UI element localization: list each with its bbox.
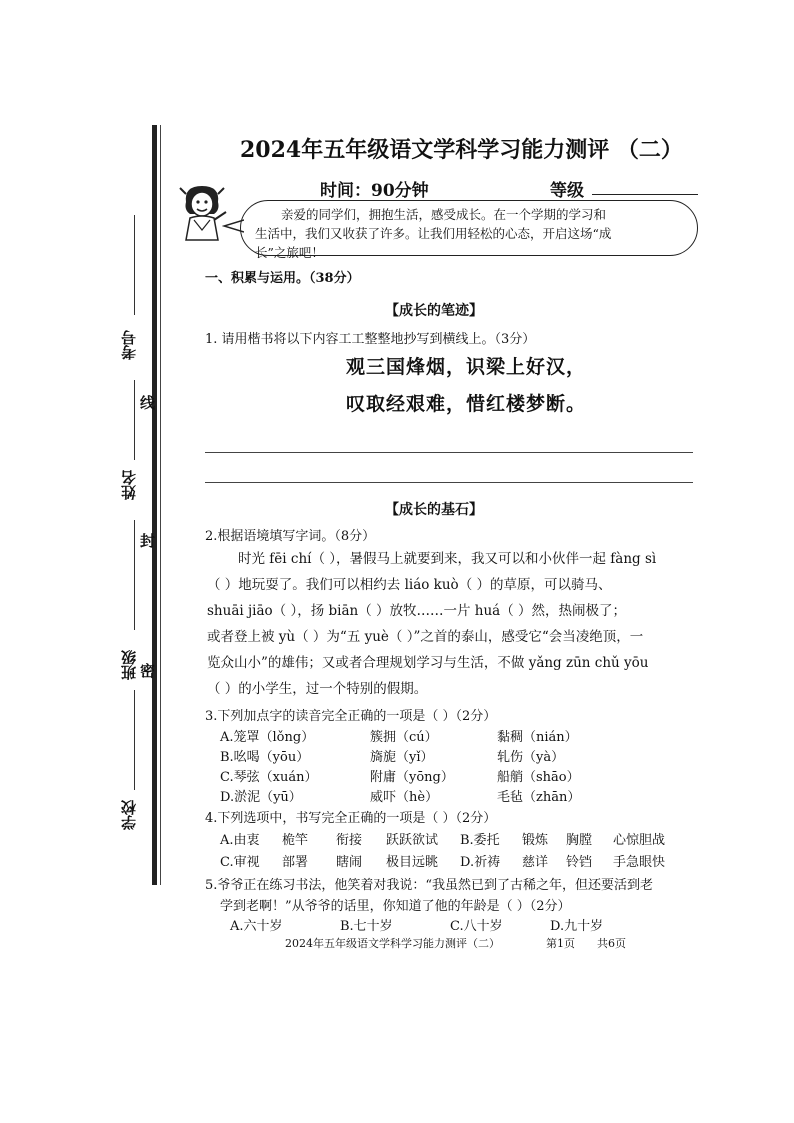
q4-c-4: 极目远眺	[386, 855, 439, 870]
grade-label: 等级	[550, 181, 584, 201]
q4-a-1: A.由衷	[220, 833, 260, 848]
q4-b-4: 心惊胆战	[613, 833, 666, 848]
q3-option-a-1: A.笼罩（lǒng）	[220, 730, 315, 745]
q4-d-3: 铃铛	[566, 855, 593, 870]
seal-char-seal: 封	[140, 532, 156, 550]
q4-a-4: 跃跃欲试	[386, 833, 439, 848]
q5-option-b: B.七十岁	[340, 919, 393, 934]
grade-input-line[interactable]	[592, 194, 698, 195]
question-5-line-2: 学到老啊！”从爷爷的话里，你知道了他的年龄是（ ）（2分）	[220, 899, 571, 914]
q5-option-a: A.六十岁	[230, 919, 283, 934]
footer-exam-name: 2024年五年级语文学科学习能力测评（二）	[285, 937, 500, 950]
question-3: 3.下列加点字的读音完全正确的一项是（ ）（2分）	[205, 709, 497, 724]
q3-option-a-3: 黏稠（nián）	[497, 730, 578, 745]
q4-b-3: 胸膛	[566, 833, 593, 848]
question-2-title: 2.根据语境填写字词。（8分）	[205, 529, 376, 544]
q3-option-a-2: 簇拥（cú）	[370, 730, 438, 745]
q4-c-1: C.审视	[220, 855, 260, 870]
seal-char-secret: 密	[140, 662, 156, 680]
exam-number-label: 考号	[120, 330, 138, 360]
q5-option-c: C.八十岁	[450, 919, 503, 934]
q2-line-4: 或者登上被 yù（ ）为“五 yuè（ ）”之首的泰山，感受它“会当凌绝顶，一	[207, 629, 644, 645]
school-label: 学校	[120, 800, 138, 830]
binding-bar-thick	[152, 125, 157, 885]
subsection-foundation: 【成长的基石】	[385, 502, 483, 518]
q2-line-1: 时光 fēi chí（ ），暑假马上就要到来，我又可以和小伙伴一起 fàng sì	[238, 551, 657, 567]
class-label: 班级	[120, 650, 138, 680]
poem-line-2: 叹取经艰难，惜红楼梦断。	[346, 393, 587, 415]
q4-a-3: 衔接	[336, 833, 363, 848]
footer-page-number: 第1页	[546, 937, 575, 950]
q3-option-d-1: D.淤泥（yū）	[220, 790, 302, 805]
q3-option-d-3: 毛毡（zhān）	[497, 790, 581, 805]
q5-option-d: D.九十岁	[550, 919, 604, 934]
q4-d-1: D.祈祷	[460, 855, 501, 870]
q4-b-2: 锻炼	[522, 833, 549, 848]
q2-line-2: （ ）地玩耍了。我们可以相约去 liáo kuò（ ）的草原，可以骑马、	[207, 577, 612, 593]
q4-d-4: 手急眼快	[613, 855, 666, 870]
subsection-handwriting: 【成长的笔迹】	[385, 303, 483, 319]
q3-option-c-3: 船艄（shāo）	[497, 770, 580, 785]
greeting-line-3: 长”之旅吧！	[255, 245, 324, 260]
name-label: 姓名	[120, 470, 138, 500]
q3-option-b-1: B.吆喝（yōu）	[220, 750, 310, 765]
q4-c-2: 部署	[282, 855, 309, 870]
exam-number-line	[134, 215, 135, 315]
question-4: 4.下列选项中，书写完全正确的一项是（ ）（2分）	[205, 811, 497, 826]
q3-option-d-2: 威吓（hè）	[370, 790, 439, 805]
name-line	[134, 380, 135, 460]
q4-c-3: 瞎闹	[336, 855, 363, 870]
q4-b-1: B.委托	[460, 833, 500, 848]
q3-option-c-2: 附庸（yōng）	[370, 770, 454, 785]
q3-option-c-1: C.琴弦（xuán）	[220, 770, 318, 785]
exam-time: 时间：90分钟	[320, 181, 429, 201]
greeting-bubble	[240, 200, 698, 260]
copy-line-1[interactable]	[205, 452, 693, 453]
q4-a-2: 桅竿	[282, 833, 309, 848]
footer-total-pages: 共6页	[597, 937, 626, 950]
q3-option-b-2: 旖旎（yǐ）	[370, 750, 434, 765]
q2-line-3: shuāi jiāo（ ），扬 biān（ ）放牧……一片 huá（ ）然，热闹极了；	[207, 603, 627, 619]
greeting-line-2: 生活中，我们又收获了许多。让我们用轻松的心态，开启这场“成	[255, 226, 612, 241]
page-title: 2024年五年级语文学科学习能力测评 （二）	[240, 137, 683, 163]
seal-char-line: 线	[140, 394, 156, 412]
question-5-line-1: 5.爷爷正在练习书法，他笑着对我说：“我虽然已到了古稀之年，但还要活到老	[205, 878, 654, 893]
question-1: 1. 请用楷书将以下内容工工整整地抄写到横线上。（3分）	[205, 332, 536, 347]
class-line	[134, 520, 135, 630]
binding-bar-thin	[160, 125, 161, 885]
section-heading: 一、积累与运用。（38分）	[205, 271, 360, 286]
school-line	[134, 690, 135, 790]
q4-d-2: 慈详	[522, 855, 549, 870]
q2-line-5: 览众山小”的雄伟；又或者合理规划学习与生活，不做 yǎng zūn chǔ yōu	[207, 655, 649, 671]
poem-line-1: 观三国烽烟，识梁上好汉，	[346, 356, 587, 378]
greeting-line-1: 亲爱的同学们，拥抱生活，感受成长。在一个学期的学习和	[281, 207, 607, 222]
q3-option-b-3: 轧伤（yà）	[497, 750, 565, 765]
q2-line-6: （ ）的小学生，过一个特别的假期。	[207, 681, 428, 697]
copy-line-2[interactable]	[205, 482, 693, 483]
